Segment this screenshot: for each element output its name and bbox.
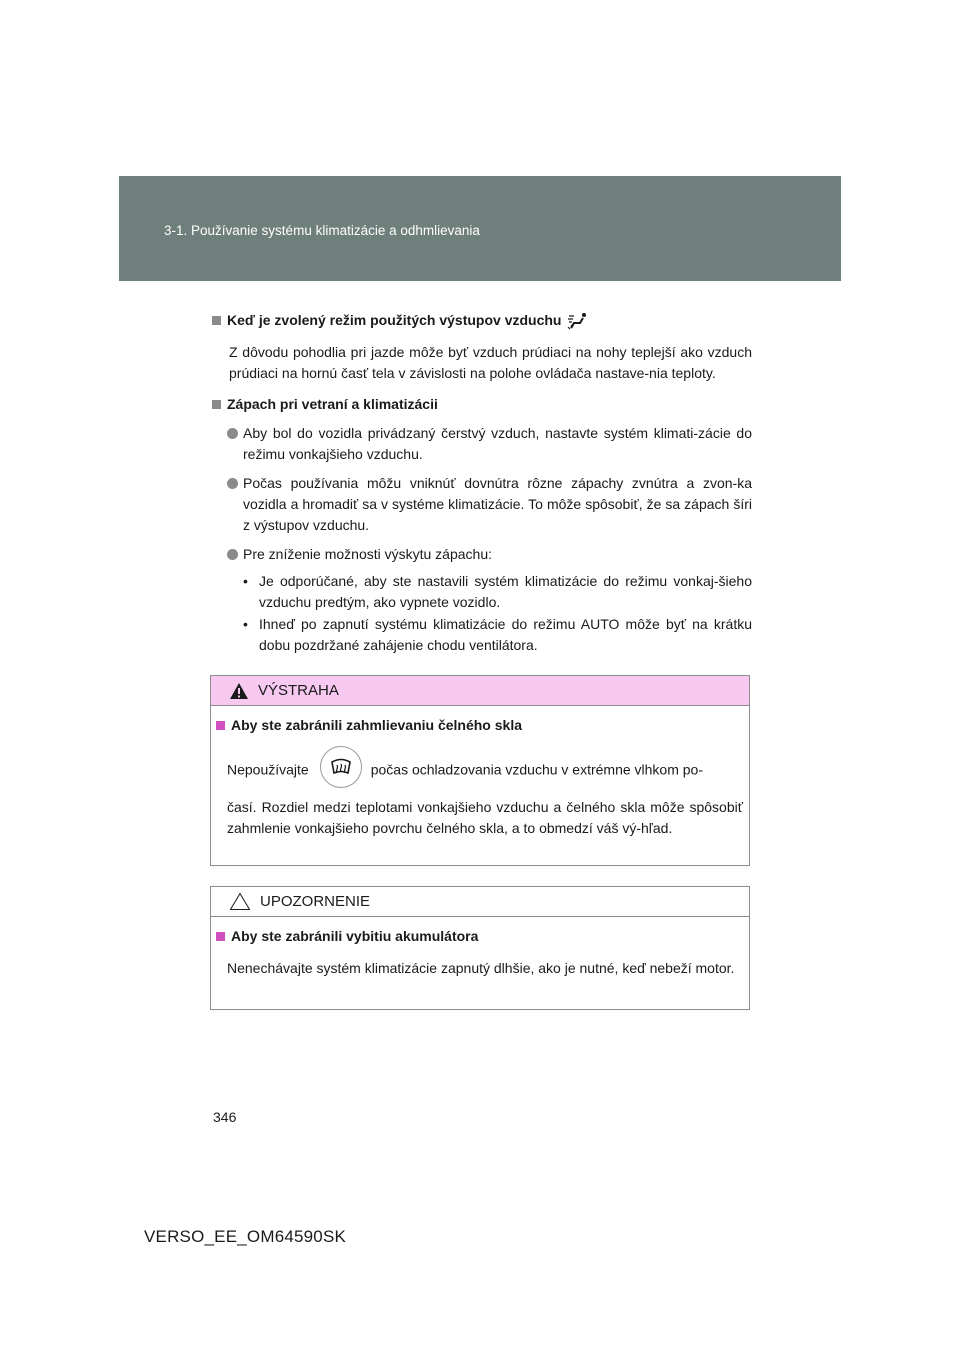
main-content [212, 310, 752, 656]
caution-title: UPOZORNENIE [260, 893, 371, 910]
chapter-title: 3-1. Používanie systému klimatizácie a odhmlievania [164, 223, 480, 238]
sub-list-item: • Je odporúčané, aby ste nastavili systém klimatizácie do režimu vonkaj-šieho vzduchu predtým, ako vypnete vozidlo. [243, 573, 752, 610]
windshield-defogger-icon [327, 753, 355, 781]
circle-bullet-icon [227, 428, 238, 439]
warning-text: Nepoužívajte počas ochladzovania vzduchu v extrémne vlhkom po- [227, 750, 743, 792]
circle-bullet-icon [227, 478, 238, 489]
feet-face-airflow-icon [567, 312, 589, 330]
page-number: 346 [213, 1109, 237, 1125]
warning-title: VÝSTRAHA [258, 682, 339, 699]
list-item: Počas používania môžu vniknúť dovnútra rôzne zápachy zvnútra a zvon-ka vozidla a hromadiť sa v systéme klimatizácie. To môže spôsobiť, že sa zápach šíri z výstupov vzduchu. [227, 473, 752, 536]
section-heading-text: Zápach pri vetraní a klimatizácii [227, 396, 438, 412]
caution-triangle-icon [229, 892, 251, 911]
warning-heading: Aby ste zabránili zahmlievaniu čelného skla [216, 715, 743, 736]
list-item: Pre zníženie možnosti výskytu zápachu: [227, 544, 752, 565]
section-paragraph: Z dôvodu pohodlia pri jazde môže byť vzduch prúdiaci na nohy teplejší ako vzduch prúdiaci na hornú časť tela v závislosti na polohe ovládača nastave-nia teploty. [229, 344, 752, 381]
square-bullet-icon [212, 400, 221, 409]
warning-box [210, 675, 750, 866]
warning-header [211, 676, 749, 706]
warning-text-rest: časí. Rozdiel medzi teplotami vonkajšieho vzduchu a čelného skla môže spôsobiť zahmlenie vonkajšieho povrchu čelného skla, a to obmedzí váš vý-hľad. [227, 799, 743, 836]
caution-header [211, 887, 749, 917]
defogger-button-image [320, 746, 362, 788]
section-heading-text: Keď je zvolený režim použitých výstupov vzduchu [227, 312, 562, 328]
caution-heading: Aby ste zabránili vybitiu akumulátora [216, 926, 743, 947]
sub-list-item: • Ihneď po zapnutí systému klimatizácie do režimu AUTO môže byť na krátku dobu pozdržané zahájenie chodu ventilátora. [243, 616, 752, 653]
warning-triangle-icon [229, 682, 249, 700]
square-bullet-icon [212, 316, 221, 325]
square-bullet-icon [216, 721, 225, 730]
caution-text: Nenechávajte systém klimatizácie zapnutý dlhšie, ako je nutné, keď nebeží motor. [227, 960, 735, 976]
section-heading [212, 394, 752, 415]
list-item: Aby bol do vozidla privádzaný čerstvý vzduch, nastavte systém klimati-zácie do režimu vonkajšieho vzduchu. [227, 423, 752, 465]
circle-bullet-icon [227, 549, 238, 560]
square-bullet-icon [216, 932, 225, 941]
chapter-header [119, 176, 841, 281]
section-heading [212, 310, 752, 331]
document-code: VERSO_EE_OM64590SK [144, 1227, 347, 1246]
caution-box [210, 886, 750, 1010]
